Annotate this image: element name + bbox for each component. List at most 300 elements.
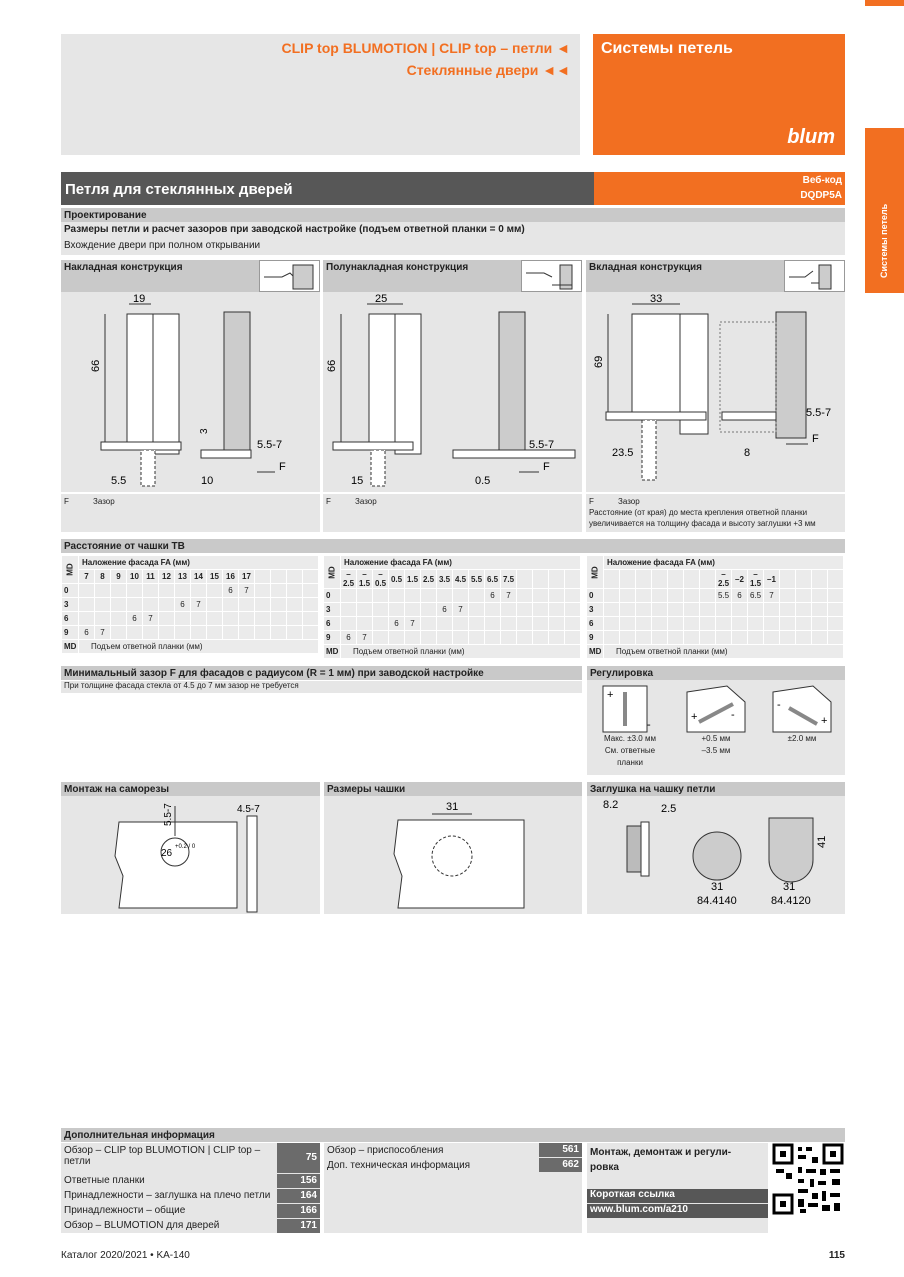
table-cell: [111, 598, 127, 612]
table-cell: [111, 584, 127, 598]
table-cell: [700, 631, 716, 645]
table-cell: [421, 617, 437, 631]
column-header: 1.5: [405, 570, 421, 589]
qr-code[interactable]: [772, 1143, 844, 1215]
planning-line1: Размеры петли и расчет зазоров при заводской настройке (подъем ответной планки = 0 мм): [64, 224, 525, 235]
table-cell: [175, 584, 191, 598]
column-header: [517, 570, 533, 589]
table-cell: 7: [405, 617, 421, 631]
svg-text:+: +: [821, 715, 828, 727]
table-cell: [780, 589, 796, 603]
short-link[interactable]: www.blum.com/a210: [587, 1204, 768, 1218]
md-value: 9: [587, 631, 604, 645]
table-cell: [373, 631, 389, 645]
column-header: 3.5: [437, 570, 453, 589]
title-bar: [61, 172, 594, 205]
dim-gap: 5.5-7: [257, 439, 283, 451]
table-cell: [604, 617, 620, 631]
table-cell: [780, 631, 796, 645]
legend-text-3: Зазор: [618, 497, 640, 506]
table-cell: 6: [127, 612, 143, 626]
adjust-label-1a: Макс. ±3.0 мм: [604, 734, 656, 743]
table-cell: [716, 617, 732, 631]
distance-grid: [586, 555, 844, 659]
column-header: [303, 570, 319, 584]
table-cell: [127, 598, 143, 612]
column-header: [636, 570, 652, 589]
table-cell: [191, 612, 207, 626]
table-cell: [373, 589, 389, 603]
md-axis-label: MD: [587, 556, 604, 589]
construction-drawing-2: [323, 292, 582, 492]
section-title: Системы петель: [601, 40, 733, 57]
table-cell: [95, 612, 111, 626]
table-cell: [255, 626, 271, 640]
min-gap-heading: Минимальный зазор F для фасадов с радиусом (R = 1 мм) при заводской настройке: [61, 666, 582, 680]
cover-d1: 8.2: [603, 799, 619, 811]
table-cell: [620, 589, 636, 603]
column-header: [565, 570, 581, 589]
planning-body: [61, 222, 845, 255]
table-cell: [453, 631, 469, 645]
table-cell: [421, 589, 437, 603]
table-cell: [389, 631, 405, 645]
table-cell: [341, 603, 357, 617]
cover-code1: 84.4140: [697, 895, 737, 907]
table-cell: [652, 617, 668, 631]
table-cell: [191, 584, 207, 598]
table-cell: [716, 603, 732, 617]
column-header: [812, 570, 828, 589]
table-cell: [684, 631, 700, 645]
table-cell: [79, 598, 95, 612]
table-cell: [604, 589, 620, 603]
info-page-1[interactable]: 75: [277, 1143, 320, 1173]
table-cell: [796, 631, 812, 645]
column-header: –0.5: [373, 570, 389, 589]
cover-d2: 2.5: [661, 803, 677, 815]
dim-width: 25: [375, 293, 388, 305]
table-cell: [287, 626, 303, 640]
column-header: 13: [175, 570, 191, 584]
qr-code-icon: [772, 1143, 844, 1215]
adjust-label-1b: См. ответные: [604, 746, 656, 755]
md-value: 6: [587, 617, 604, 631]
table-cell: [373, 603, 389, 617]
column-header: [533, 570, 549, 589]
column-header: [255, 570, 271, 584]
cover-diagram: [587, 796, 845, 914]
adjust-heading: Регулировка: [587, 666, 845, 680]
table-cell: [700, 603, 716, 617]
dim-h: 4.5-7: [237, 804, 260, 815]
table-cell: [469, 617, 485, 631]
table-cell: [748, 617, 764, 631]
planning-line2: Вхождение двери при полном открывании: [64, 240, 261, 251]
distance-table-1: [61, 555, 320, 654]
table-cell: [389, 603, 405, 617]
cover-heading: Заглушка на чашку петли: [587, 782, 845, 796]
column-header: 0.5: [389, 570, 405, 589]
table-cell: [620, 603, 636, 617]
half-overlay-diagram: [323, 292, 582, 492]
corner-mark: [865, 0, 904, 6]
adjust-item-1: [587, 680, 673, 775]
table-cell: [111, 612, 127, 626]
info-item-5[interactable]: Обзор – BLUMOTION для дверей: [64, 1220, 220, 1231]
construction-legend-3: [586, 494, 845, 532]
table-cell: [357, 589, 373, 603]
table-cell: [95, 584, 111, 598]
adjust-item-2: [673, 680, 759, 775]
md-footer: MD: [62, 640, 79, 654]
page-title: Петля для стеклянных дверей: [65, 181, 293, 198]
info-item-3[interactable]: Принадлежности – заглушка на плечо петли: [64, 1190, 271, 1201]
overlay-label: Наложение фасада FA (мм): [604, 556, 844, 570]
table-cell: [469, 589, 485, 603]
section-box: [593, 34, 845, 155]
table-cell: 6: [79, 626, 95, 640]
adjust-label-2b: –3.5 мм: [701, 746, 731, 755]
construction-drawing-3: [586, 292, 845, 492]
table-cell: [565, 603, 581, 617]
table-cell: [652, 603, 668, 617]
table-cell: [620, 631, 636, 645]
dim-height: 69: [593, 355, 605, 368]
cover-w1: 31: [711, 881, 724, 893]
column-header: 5.5: [469, 570, 485, 589]
md-value: 0: [587, 589, 604, 603]
info-page-4[interactable]: 166: [277, 1204, 320, 1218]
dim-height: 66: [326, 359, 338, 372]
distance-table-3: [586, 555, 845, 659]
table-cell: [501, 631, 517, 645]
legend-key-2: F: [326, 497, 331, 506]
table-cell: 6: [485, 589, 501, 603]
table-cell: [239, 598, 255, 612]
table-cell: [533, 631, 549, 645]
table-cell: [501, 617, 517, 631]
table-cell: [469, 603, 485, 617]
column-header: 11: [143, 570, 159, 584]
svg-text:+: +: [607, 689, 614, 701]
table-cell: [207, 598, 223, 612]
dim-f: F: [543, 461, 550, 473]
additional-right: [587, 1143, 768, 1233]
distance-tables: [61, 555, 845, 659]
dim-f: F: [279, 461, 286, 473]
table-cell: [764, 603, 780, 617]
table-cell: [255, 612, 271, 626]
table-cell: [79, 612, 95, 626]
cover-w2: 31: [783, 881, 796, 893]
table-cell: [716, 631, 732, 645]
table-cell: [357, 603, 373, 617]
table-cell: [207, 612, 223, 626]
table-cell: [812, 617, 828, 631]
table-cell: [668, 617, 684, 631]
column-header: –1.5: [357, 570, 373, 589]
cup-dim: 31: [446, 801, 459, 813]
table-cell: [453, 589, 469, 603]
side-tab: [865, 128, 904, 293]
table-cell: [684, 589, 700, 603]
table-cell: [812, 603, 828, 617]
adjust-icon-2: [673, 682, 759, 734]
table-footer: Подъем ответной планки (мм): [79, 640, 319, 654]
table-cell: [127, 626, 143, 640]
column-header: [780, 570, 796, 589]
table-cell: [405, 603, 421, 617]
table-cell: [421, 631, 437, 645]
table-cell: 7: [239, 584, 255, 598]
info-item-6[interactable]: Обзор – приспособления: [327, 1145, 444, 1156]
column-header: [271, 570, 287, 584]
table-cell: [207, 626, 223, 640]
table-cell: [303, 598, 319, 612]
md-footer: MD: [587, 645, 604, 659]
table-cell: [652, 589, 668, 603]
table-cell: [796, 589, 812, 603]
dim-width: 33: [650, 293, 663, 305]
table-cell: [287, 612, 303, 626]
column-header: [828, 570, 844, 589]
info-page-2[interactable]: 156: [277, 1174, 320, 1188]
inset-diagram: [586, 292, 845, 492]
table-cell: [565, 589, 581, 603]
adjust-icon-3: [759, 682, 845, 734]
info-item-4[interactable]: Принадлежности – общие: [64, 1205, 186, 1216]
header-line1: CLIP top BLUMOTION | CLIP top – петли ◄: [281, 40, 570, 56]
table-cell: [223, 612, 239, 626]
overlay-label: Наложение фасада FA (мм): [79, 556, 319, 570]
table-cell: [501, 603, 517, 617]
legend-text-2: Зазор: [355, 497, 377, 506]
header-line2: Стеклянные двери ◄◄: [406, 62, 570, 78]
table-cell: 6: [341, 631, 357, 645]
construction-title-1: Накладная конструкция: [61, 260, 259, 292]
md-value: 0: [62, 584, 79, 598]
table-cell: [517, 589, 533, 603]
table-cell: [533, 617, 549, 631]
construction-title-3: Вкладная конструкция: [586, 260, 784, 292]
column-header: 15: [207, 570, 223, 584]
table-cell: [668, 589, 684, 603]
table-cell: [780, 603, 796, 617]
overlay-diagram: [61, 292, 320, 492]
md-value: 3: [62, 598, 79, 612]
legend-key-1: F: [64, 497, 69, 506]
table-cell: 7: [764, 589, 780, 603]
table-cell: [159, 584, 175, 598]
info-item-2[interactable]: Ответные планки: [64, 1175, 145, 1186]
cover-h2: 41: [816, 835, 828, 848]
table-cell: [95, 598, 111, 612]
distance-heading: Расстояние от чашки ТВ: [61, 539, 845, 553]
table-cell: [668, 603, 684, 617]
svg-text:-: -: [777, 699, 781, 711]
table-cell: 7: [501, 589, 517, 603]
adjust-label-3a: ±2.0 мм: [787, 734, 817, 743]
table-cell: [421, 603, 437, 617]
table-cell: [812, 589, 828, 603]
md-value: 3: [324, 603, 341, 617]
side-tab-label: Системы петель: [879, 203, 889, 278]
table-cell: [549, 589, 565, 603]
dim-gap: 5.5-7: [806, 407, 832, 419]
column-header: 4.5: [453, 570, 469, 589]
web-code: DQDP5A: [800, 190, 842, 201]
table-cell: [271, 598, 287, 612]
svg-text:+: +: [691, 711, 698, 723]
adjust-item-3: [759, 680, 845, 775]
cover-code2: 84.4120: [771, 895, 811, 907]
mounting-heading: Монтаж на саморезы: [61, 782, 320, 796]
table-cell: 7: [453, 603, 469, 617]
table-cell: [620, 617, 636, 631]
md-axis-label: MD: [324, 556, 341, 589]
column-header: [684, 570, 700, 589]
distance-grid: [61, 555, 319, 654]
column-header: [287, 570, 303, 584]
dim-bottom-left: 5.5: [111, 475, 127, 487]
md-axis-label: MD: [62, 556, 79, 584]
table-cell: [191, 626, 207, 640]
dim-bottom-left: 15: [351, 475, 364, 487]
construction-icon-1: [259, 260, 320, 292]
table-cell: 6: [732, 589, 748, 603]
table-cell: [517, 631, 533, 645]
short-link-label: Короткая ссылка: [587, 1189, 768, 1203]
mounting-body: [61, 796, 320, 914]
column-header: 6.5: [485, 570, 501, 589]
dim-d: 26: [161, 848, 173, 859]
table-cell: 7: [95, 626, 111, 640]
dim-tol: +0.2 / 0: [175, 844, 196, 850]
adjust-label-2a: +0.5 мм: [701, 734, 731, 743]
column-header: 12: [159, 570, 175, 584]
cover-body: [587, 796, 845, 914]
column-header: –1: [764, 570, 780, 589]
table-cell: [405, 589, 421, 603]
info-item-1[interactable]: Обзор – CLIP top BLUMOTION | CLIP top – петли: [64, 1145, 261, 1167]
table-cell: [828, 589, 844, 603]
table-cell: 6: [389, 617, 405, 631]
table-cell: [636, 589, 652, 603]
table-cell: [143, 584, 159, 598]
table-footer: Подъем ответной планки (мм): [604, 645, 844, 659]
column-header: –2.5: [341, 570, 357, 589]
footer-catalog: Каталог 2020/2021 • KA-140: [61, 1250, 190, 1261]
table-cell: [437, 631, 453, 645]
table-cell: [796, 603, 812, 617]
construction-icon-2: [521, 260, 582, 292]
table-cell: [549, 603, 565, 617]
dim-height: 66: [90, 359, 102, 372]
dim-gap: 5.5-7: [529, 439, 555, 451]
construction-title-2: Полунакладная конструкция: [323, 260, 521, 292]
adjust-icon-1: [587, 682, 673, 734]
table-cell: [405, 631, 421, 645]
dim-bottom-left: 23.5: [612, 447, 634, 459]
table-cell: [549, 631, 565, 645]
column-header: –2: [732, 570, 748, 589]
cup-body: [324, 796, 582, 914]
md-value: 3: [587, 603, 604, 617]
info-page-7[interactable]: 662: [539, 1158, 582, 1172]
dim-v: 5.5-7: [163, 803, 174, 826]
cup-diagram: [324, 796, 582, 914]
column-header: [700, 570, 716, 589]
table-cell: [159, 612, 175, 626]
table-cell: [373, 617, 389, 631]
table-cell: [127, 584, 143, 598]
cup-heading: Размеры чашки: [324, 782, 582, 796]
table-cell: [732, 631, 748, 645]
table-cell: 7: [143, 612, 159, 626]
table-cell: 5.5: [716, 589, 732, 603]
table-cell: [828, 603, 844, 617]
table-cell: [303, 626, 319, 640]
column-header: 10: [127, 570, 143, 584]
table-cell: [604, 631, 620, 645]
table-cell: [239, 626, 255, 640]
md-value: 0: [324, 589, 341, 603]
construction-icon-3: [784, 260, 845, 292]
md-value: 6: [324, 617, 341, 631]
dim-small: 3: [199, 428, 210, 434]
table-cell: 6: [223, 584, 239, 598]
construction-legend-1: [61, 494, 320, 532]
table-cell: 7: [357, 631, 373, 645]
legend-note-1: Расстояние (от края) до места крепления ответной планки: [589, 508, 808, 517]
md-value: 6: [62, 612, 79, 626]
table-cell: [565, 631, 581, 645]
info-item-7[interactable]: Доп. техническая информация: [327, 1160, 471, 1171]
md-value: 9: [324, 631, 341, 645]
md-footer: MD: [324, 645, 341, 659]
column-header: [620, 570, 636, 589]
info-page-6[interactable]: 561: [539, 1143, 582, 1157]
table-cell: [341, 617, 357, 631]
table-cell: [565, 617, 581, 631]
table-cell: [303, 612, 319, 626]
table-cell: [732, 617, 748, 631]
table-cell: [143, 626, 159, 640]
construction-panels: [61, 260, 845, 532]
table-cell: [437, 617, 453, 631]
dim-width: 19: [133, 293, 146, 305]
column-header: 7.5: [501, 570, 517, 589]
table-cell: [341, 589, 357, 603]
table-cell: [469, 631, 485, 645]
column-header: [668, 570, 684, 589]
table-cell: [828, 617, 844, 631]
dim-bottom-right: 0.5: [475, 475, 491, 487]
info-page-3[interactable]: 164: [277, 1189, 320, 1203]
svg-text:-: -: [647, 719, 651, 731]
table-cell: [748, 631, 764, 645]
info-page-5[interactable]: 171: [277, 1219, 320, 1233]
construction-drawing-1: [61, 292, 320, 492]
table-cell: [223, 626, 239, 640]
table-cell: [517, 603, 533, 617]
table-cell: 7: [191, 598, 207, 612]
table-cell: [207, 584, 223, 598]
table-cell: [159, 626, 175, 640]
table-cell: [239, 612, 255, 626]
table-cell: [175, 612, 191, 626]
